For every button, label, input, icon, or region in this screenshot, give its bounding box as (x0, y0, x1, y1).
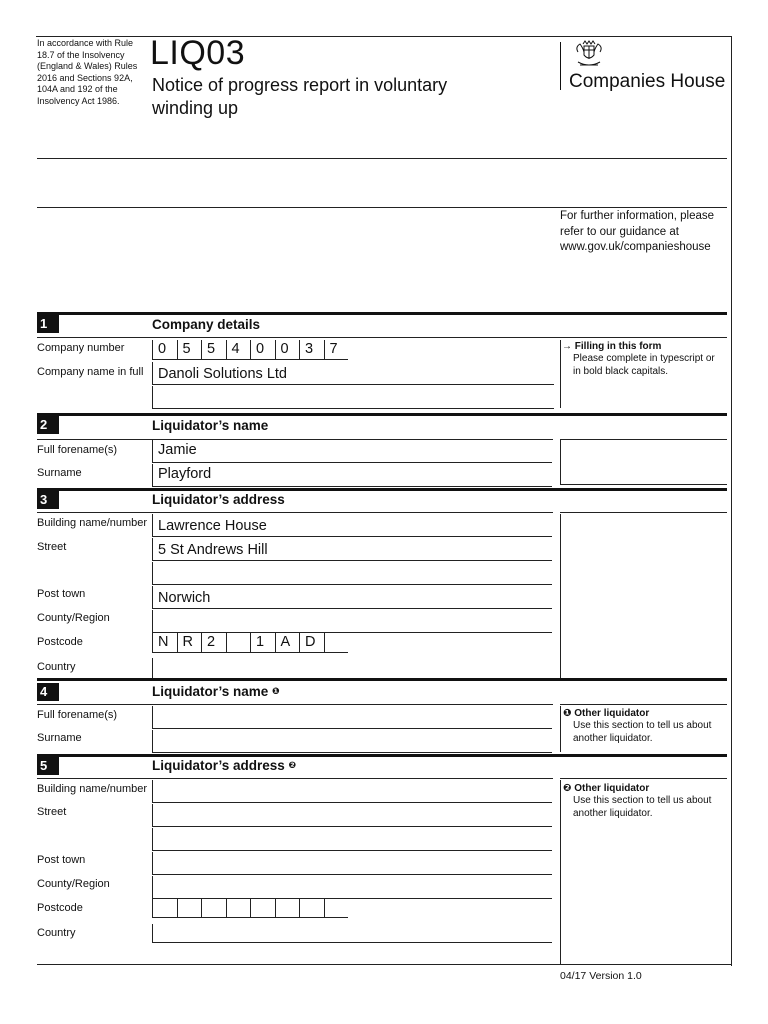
divider (37, 512, 553, 513)
version-label: 04/17 Version 1.0 (560, 970, 642, 982)
bottom-rule (37, 964, 732, 965)
surname-label: Surname (37, 732, 82, 744)
field-underline (152, 560, 552, 561)
char-box[interactable]: 5 (201, 340, 226, 360)
footnote-marker-icon: ❷ (563, 783, 572, 794)
note-edge (560, 780, 561, 964)
divider (37, 158, 727, 159)
section-rule (37, 678, 727, 681)
field-edge (152, 730, 153, 752)
post-town-label: Post town (37, 854, 86, 866)
field-edge (152, 440, 153, 462)
section-rule (37, 413, 727, 416)
note-title-text: Other liquidator (574, 783, 650, 794)
country-field[interactable] (152, 942, 552, 943)
section-title-text: Liquidator’s name (152, 684, 269, 699)
divider (560, 484, 727, 485)
section-rule (37, 312, 727, 315)
page-frame-right (731, 36, 732, 966)
field-edge (152, 852, 153, 874)
note-edge (560, 514, 561, 678)
other-liquidator-note-text: Use this section to tell us about another liquidator. (573, 720, 712, 744)
field-edge (152, 514, 153, 536)
divider (37, 704, 553, 705)
char-box[interactable] (250, 898, 275, 918)
note-edge (560, 340, 561, 408)
char-box[interactable] (226, 633, 251, 653)
footnote-marker-icon: ❷ (288, 760, 297, 770)
field-edge (152, 706, 153, 728)
field-edge (152, 562, 153, 584)
surname-label: Surname (37, 467, 82, 479)
field-underline (152, 608, 552, 609)
field-underline (152, 536, 552, 537)
field-edge (152, 538, 153, 560)
street-line-2-field[interactable] (152, 850, 552, 851)
company-number-label: Company number (37, 342, 125, 354)
post-town-label: Post town (37, 588, 86, 600)
char-box[interactable] (152, 898, 177, 918)
forename-field[interactable]: Jamie (158, 442, 197, 458)
note-edge (560, 440, 561, 484)
char-box[interactable] (299, 898, 324, 918)
form-code: LIQ03 (150, 34, 246, 72)
char-box[interactable] (324, 898, 349, 918)
street-field[interactable] (152, 826, 552, 827)
field-edge (152, 828, 153, 850)
other-liquidator-note-text: Use this section to tell us about another liquidator. (573, 795, 712, 819)
forename-field[interactable] (152, 728, 552, 729)
field-edge (152, 586, 153, 608)
logo-divider (560, 42, 561, 90)
divider (37, 337, 727, 338)
char-box[interactable]: 1 (250, 633, 275, 653)
char-box[interactable] (201, 898, 226, 918)
field-edge (152, 924, 153, 942)
char-box[interactable]: 0 (250, 340, 275, 360)
building-label: Building name/number (37, 783, 148, 795)
field-edge (152, 876, 153, 898)
country-label: Country (37, 927, 76, 939)
section-number: 5 (37, 757, 59, 775)
section-title-text: Liquidator’s address (152, 758, 285, 773)
field-edge (152, 362, 153, 384)
char-box[interactable]: 2 (201, 633, 226, 653)
building-field[interactable] (152, 802, 552, 803)
field-edge (152, 610, 153, 632)
char-box[interactable] (226, 898, 251, 918)
char-box[interactable] (324, 633, 349, 653)
char-box[interactable]: 0 (275, 340, 300, 360)
county-label: County/Region (37, 878, 110, 890)
field-underline (152, 408, 554, 409)
legal-note: In accordance with Rule 18.7 of the Insolvency (England & Wales) Rules 2016 and Sections 92A, 104A and 192 of the Insolvency Act 1986. (37, 38, 138, 106)
county-label: County/Region (37, 612, 110, 624)
divider (37, 439, 553, 440)
note-title-text: Filling in this form (574, 341, 662, 352)
char-box[interactable]: R (177, 633, 202, 653)
divider (37, 778, 553, 779)
char-box[interactable]: 7 (324, 340, 349, 360)
divider (560, 512, 727, 513)
char-box[interactable]: 5 (177, 340, 202, 360)
char-box[interactable]: 4 (226, 340, 251, 360)
form-title: Notice of progress report in voluntary winding up (152, 75, 448, 118)
field-underline (152, 384, 554, 385)
section-title (152, 684, 280, 699)
filling-form-note-text: Please complete in typescript or in bold black capitals. (573, 353, 715, 377)
section-number: 4 (37, 683, 59, 701)
surname-field[interactable]: Playford (158, 466, 212, 482)
company-name-label: Company name in full (37, 366, 144, 378)
other-liquidator-note-title (563, 783, 649, 794)
surname-field[interactable] (152, 752, 552, 753)
postcode-label: Postcode (37, 902, 83, 914)
further-info: For further information, please refer to our guidance at www.gov.uk/companieshouse (560, 210, 715, 253)
field-edge (152, 804, 153, 826)
street-label: Street (37, 806, 67, 818)
field-edge (152, 464, 153, 486)
divider (560, 704, 727, 705)
note-edge (560, 706, 561, 752)
page-frame-top (36, 36, 732, 37)
section-number: 2 (37, 416, 59, 434)
char-box[interactable]: N (152, 633, 177, 653)
divider (560, 439, 727, 440)
royal-crest-icon (568, 40, 608, 70)
field-edge (152, 780, 153, 802)
section-rule (37, 488, 727, 491)
section-title (152, 758, 296, 773)
street-line-2-field[interactable] (152, 584, 552, 585)
divider (560, 778, 727, 779)
company-name-field[interactable]: Danoli Solutions Ltd (158, 366, 287, 382)
forename-label: Full forename(s) (37, 444, 118, 456)
char-box[interactable]: 3 (299, 340, 324, 360)
char-box[interactable] (177, 898, 202, 918)
other-liquidator-note-title (563, 708, 649, 719)
companies-house-logo-text: Companies House (569, 71, 726, 92)
post-town-field[interactable]: Norwich (158, 590, 211, 606)
street-label: Street (37, 541, 67, 553)
section-number: 3 (37, 491, 59, 509)
char-box[interactable] (275, 898, 300, 918)
field-underline (152, 462, 552, 463)
field-underline (152, 486, 552, 487)
arrow-right-icon: → (562, 341, 572, 352)
divider (37, 207, 727, 208)
footnote-marker-icon: ❶ (272, 686, 280, 696)
footnote-marker-icon: ❶ (563, 708, 572, 719)
section-number: 1 (37, 315, 59, 333)
forename-label: Full forename(s) (37, 709, 118, 721)
field-edge (152, 658, 153, 680)
section-title: Liquidator’s address (152, 492, 285, 507)
char-box[interactable]: D (299, 633, 324, 653)
char-box[interactable]: 0 (152, 340, 177, 360)
note-title-text: Other liquidator (574, 708, 650, 719)
country-label: Country (37, 661, 76, 673)
section-title: Company details (152, 317, 261, 332)
section-title: Liquidator’s name (152, 418, 269, 433)
building-field[interactable]: Lawrence House (158, 518, 267, 534)
field-edge (152, 386, 153, 408)
street-field[interactable]: 5 St Andrews Hill (158, 542, 268, 558)
post-town-field[interactable] (152, 874, 552, 875)
filling-form-note-title (562, 341, 661, 352)
section-rule (37, 754, 727, 757)
building-label: Building name/number (37, 517, 148, 529)
char-box[interactable]: A (275, 633, 300, 653)
postcode-label: Postcode (37, 636, 83, 648)
